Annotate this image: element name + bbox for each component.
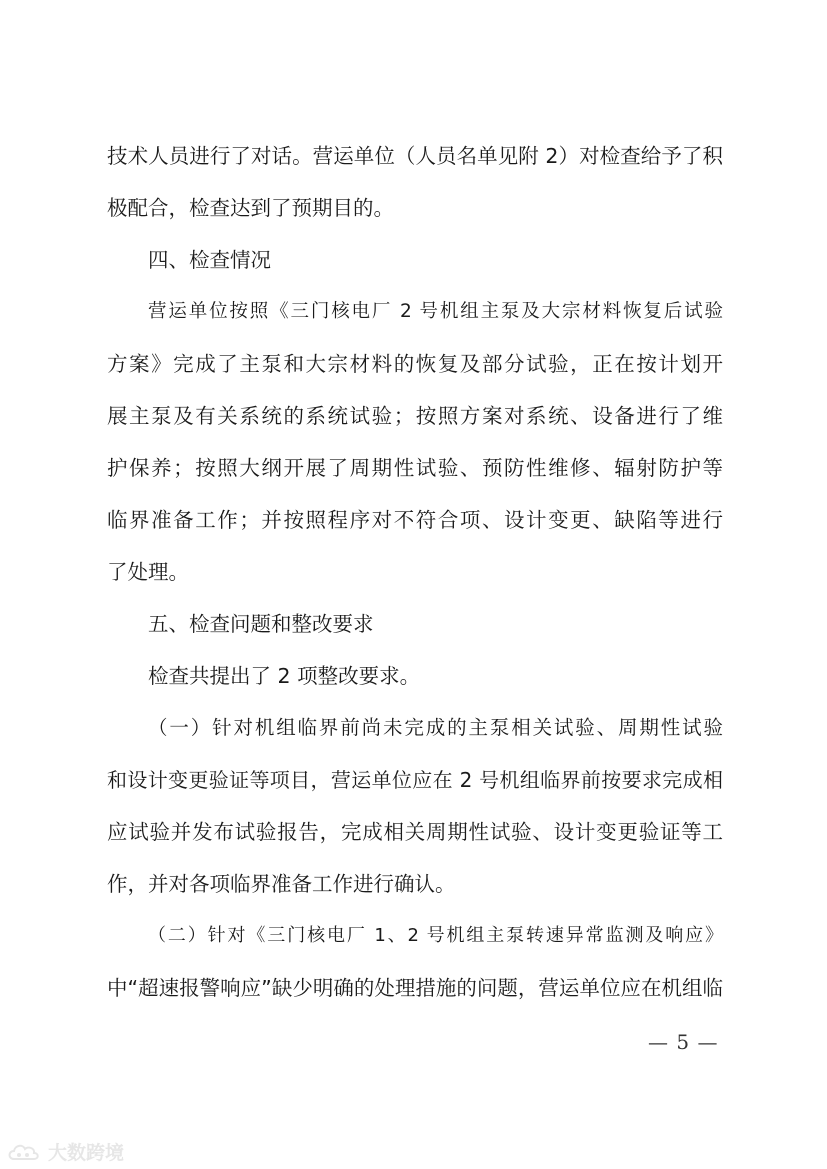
cloud-logo-icon [6, 1141, 44, 1163]
text-line: 检查共提出了 2 项整改要求。 [148, 664, 421, 688]
page-number: — 5 — [648, 1030, 719, 1054]
text-line: 中“超速报警响应”缺少明确的处理措施的问题，营运单位应在机组临 [107, 976, 723, 1000]
text-line: 极配合，检查达到了预期目的。 [107, 196, 394, 220]
text-line: （二）针对《三门核电厂 1、2 号机组主泵转速异常监测及响应》 [148, 925, 723, 946]
text-line: 技术人员进行了对话。营运单位（人员名单见附 2）对检查给予了积 [107, 144, 723, 168]
text-line: 应试验并发布试验报告，完成相关周期性试验、设计变更验证等工 [107, 820, 723, 844]
text-line: 五、检查问题和整改要求 [148, 612, 374, 636]
text-line: 护保养；按照大纲开展了周期性试验、预防性维修、辐射防护等 [107, 456, 723, 480]
text-line: 营运单位按照《三门核电厂 2 号机组主泵及大宗材料恢复后试验 [148, 301, 723, 322]
watermark-text: 大数跨境 [48, 1142, 125, 1164]
text-line: 四、检查情况 [148, 248, 271, 272]
text-line: 方案》完成了主泵和大宗材料的恢复及部分试验，正在按计划开 [107, 352, 723, 376]
text-line: 和设计变更验证等项目，营运单位应在 2 号机组临界前按要求完成相 [107, 768, 723, 792]
watermark [6, 1138, 124, 1165]
text-line: 展主泵及有关系统的系统试验；按照方案对系统、设备进行了维 [107, 404, 723, 428]
document-body [107, 130, 723, 1014]
text-line: 了处理。 [107, 560, 189, 584]
text-line: （一）针对机组临界前尚未完成的主泵相关试验、周期性试验 [148, 716, 723, 739]
text-line: 临界准备工作；并按照程序对不符合项、设计变更、缺陷等进行 [107, 508, 723, 532]
text-line: 作，并对各项临界准备工作进行确认。 [107, 872, 456, 896]
